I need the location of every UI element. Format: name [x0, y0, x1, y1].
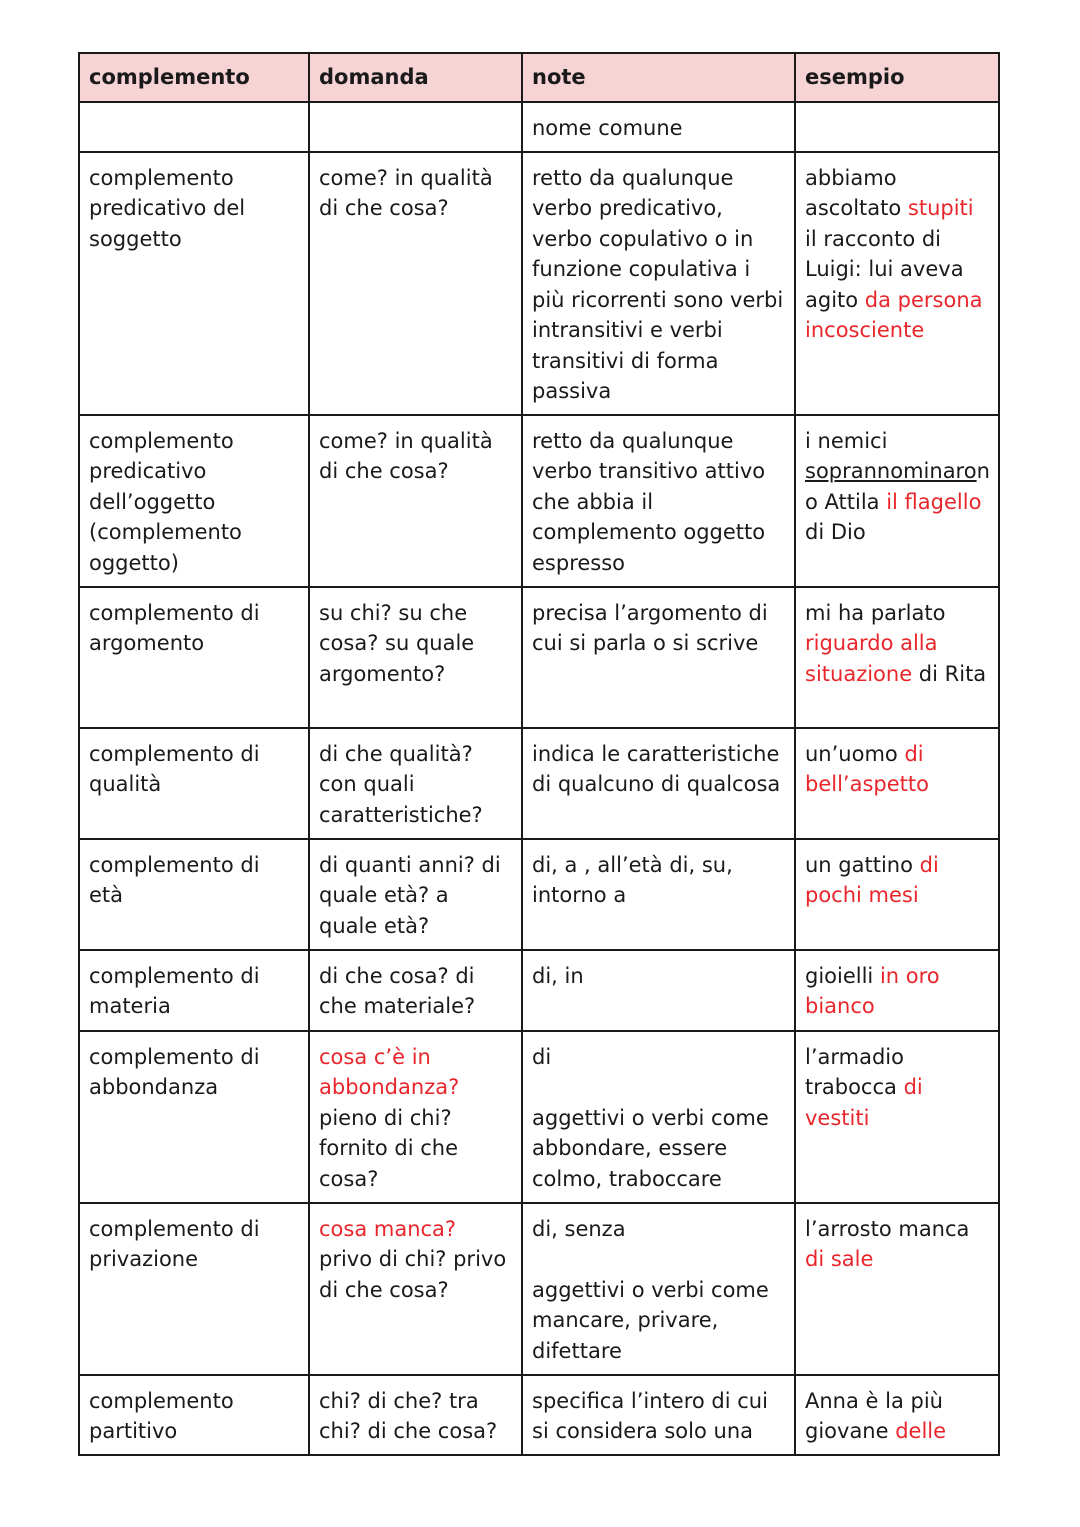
complementi-table	[78, 52, 1000, 1456]
cell-domanda: di quanti anni? di quale età? a quale età?	[309, 839, 522, 950]
table-row	[79, 950, 999, 1031]
cell-esempio	[795, 1203, 999, 1375]
cell-note: retto da qualunque verbo transitivo attivo che abbia il complemento oggetto espresso	[522, 415, 795, 587]
example-highlight: di pochi mesi	[805, 852, 939, 907]
example-text: i nemici	[805, 428, 888, 453]
example-text: di Dio	[805, 520, 866, 544]
domanda-highlight: cosa manca?	[319, 1216, 457, 1241]
example-highlight: di sale	[805, 1247, 874, 1271]
cell-note: di, in	[522, 950, 795, 1031]
cell-note: retto da qualunque verbo predicativo, verbo copulativo o in funzione copulativa i più ricorrenti sono verbi intransitivi e verbi transitivi di forma passiva	[522, 152, 795, 415]
cell-note: precisa l’argomento di cui si parla o si scrive	[522, 587, 795, 728]
cell-complemento: complemento di qualità	[79, 728, 309, 839]
table-row	[79, 728, 999, 839]
cell-complemento: complemento di argomento	[79, 587, 309, 728]
example-highlight: di vestiti	[805, 1075, 923, 1130]
header-row	[79, 53, 999, 102]
cell-complemento: complemento di abbondanza	[79, 1031, 309, 1203]
table-row	[79, 1375, 999, 1455]
table-row	[79, 1031, 999, 1203]
table-row	[79, 415, 999, 587]
cell-esempio	[795, 587, 999, 728]
header-complemento: complemento	[79, 53, 309, 102]
example-underlined: soprannominaro	[805, 459, 977, 483]
cell-complemento: complemento di età	[79, 839, 309, 950]
example-text: di Rita	[912, 661, 987, 686]
cell-note	[522, 1031, 795, 1203]
cell-esempio	[795, 1031, 999, 1203]
cell-domanda: di che qualità? con quali caratteristiche?	[309, 728, 522, 839]
cell-note: specifica l’intero di cui si considera solo una	[522, 1375, 795, 1455]
cell-complemento: complemento di materia	[79, 950, 309, 1031]
header-note: note	[522, 53, 795, 102]
header-domanda: domanda	[309, 53, 522, 102]
example-text: gioielli	[805, 963, 880, 988]
example-text: l’arrosto manca	[805, 1216, 970, 1241]
note-text: di	[532, 1044, 552, 1069]
example-highlight: in oro bianco	[805, 963, 940, 1018]
example-text: Anna è la più giovane	[805, 1388, 943, 1443]
domanda-text: privo di chi? privo di che cosa?	[319, 1247, 507, 1302]
example-text: abbiamo ascoltato	[805, 165, 908, 220]
table-row	[79, 152, 999, 415]
example-highlight: da persona incosciente	[805, 287, 983, 342]
table-row	[79, 1203, 999, 1375]
cell-domanda: come? in qualità di che cosa?	[309, 152, 522, 415]
cell-domanda: su chi? su che cosa? su quale argomento?	[309, 587, 522, 728]
cell-complemento: complemento di privazione	[79, 1203, 309, 1375]
cell-esempio	[795, 152, 999, 415]
cell-domanda	[309, 102, 522, 152]
cell-domanda	[309, 1031, 522, 1203]
cell-complemento	[79, 102, 309, 152]
example-highlight: riguardo alla situazione	[805, 631, 938, 686]
table-row	[79, 839, 999, 950]
cell-complemento: complemento predicativo del soggetto	[79, 152, 309, 415]
example-highlight: il flagello	[886, 489, 982, 514]
table-row	[79, 587, 999, 728]
cell-note	[522, 1203, 795, 1375]
example-highlight: stupiti	[907, 196, 974, 220]
cell-note: nome comune	[522, 102, 795, 152]
table-row	[79, 102, 999, 152]
cell-esempio	[795, 415, 999, 587]
cell-domanda: di che cosa? di che materiale?	[309, 950, 522, 1031]
header-esempio: esempio	[795, 53, 999, 102]
cell-esempio	[795, 839, 999, 950]
cell-domanda: come? in qualità di che cosa?	[309, 415, 522, 587]
note-text: aggettivi o verbi come abbondare, essere colmo, traboccare	[532, 1105, 769, 1191]
cell-domanda: chi? di che? tra chi? di che cosa?	[309, 1375, 522, 1455]
cell-note: di, a , all’età di, su, intorno a	[522, 839, 795, 950]
example-highlight: di bell’aspetto	[805, 741, 929, 796]
example-text: l’armadio trabocca	[805, 1044, 904, 1099]
domanda-highlight: cosa c’è in abbondanza?	[319, 1044, 460, 1099]
cell-complemento: complemento predicativo dell’oggetto (complemento oggetto)	[79, 415, 309, 587]
example-text: mi ha parlato	[805, 600, 946, 625]
domanda-text: pieno di chi? fornito di che cosa?	[319, 1105, 459, 1191]
cell-complemento: complemento partitivo	[79, 1375, 309, 1455]
cell-esempio	[795, 728, 999, 839]
cell-domanda	[309, 1203, 522, 1375]
example-highlight: delle	[895, 1419, 947, 1443]
cell-esempio	[795, 102, 999, 152]
note-text: di, senza	[532, 1216, 626, 1241]
example-text: no Attila	[805, 459, 990, 514]
cell-esempio	[795, 1375, 999, 1455]
example-text: il racconto di Luigi: lui aveva agito	[805, 226, 964, 312]
cell-esempio	[795, 950, 999, 1031]
note-text: aggettivi o verbi come mancare, privare, difettare	[532, 1277, 769, 1363]
example-text: un’uomo	[805, 741, 905, 766]
cell-note: indica le caratteristiche di qualcuno di qualcosa	[522, 728, 795, 839]
example-text: un gattino	[805, 852, 920, 877]
